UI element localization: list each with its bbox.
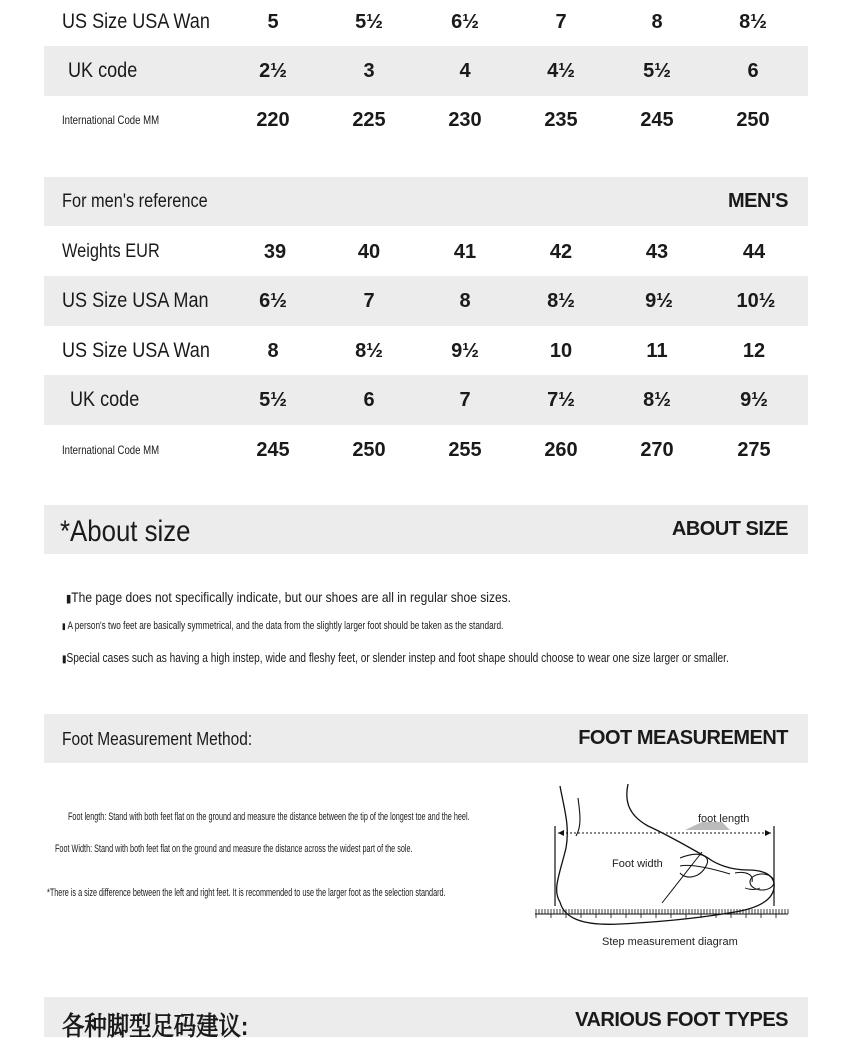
table-row xyxy=(44,46,808,96)
size-cell: 6 xyxy=(363,389,375,411)
size-cell: 250 xyxy=(352,439,386,461)
row-label: Weights EUR xyxy=(62,241,160,262)
size-cell: 260 xyxy=(544,439,578,461)
size-cell: 5 xyxy=(267,11,279,33)
foot-length-label: foot length xyxy=(698,813,750,825)
size-cell: 8½ xyxy=(355,340,383,362)
foot-width-label: Foot width xyxy=(612,858,663,870)
foot-drawing xyxy=(530,778,795,953)
table-row xyxy=(44,276,808,326)
row-label: US Size USA Man xyxy=(62,289,209,312)
size-cell: 4 xyxy=(459,60,471,82)
size-cell: 255 xyxy=(448,439,482,461)
size-cell: 7 xyxy=(459,389,471,411)
section-title: Foot Measurement Method: xyxy=(62,729,253,749)
size-cell: 41 xyxy=(453,241,477,263)
size-cell: 245 xyxy=(256,439,290,461)
size-cell: 4½ xyxy=(547,60,575,82)
bullet-icon: ▮ xyxy=(62,654,67,665)
diagram-caption: Step measurement diagram xyxy=(602,936,738,948)
table-row xyxy=(44,0,808,47)
section-title-en: FOOT MEASUREMENT xyxy=(578,727,788,749)
size-cell: 8½ xyxy=(547,290,575,312)
size-cell: 7½ xyxy=(547,389,575,411)
mens-header xyxy=(44,177,808,226)
row-label: UK code xyxy=(68,59,138,82)
bullet-icon: ▮ xyxy=(66,593,72,605)
size-cell: 11 xyxy=(646,340,668,362)
bullet-icon: ▮ xyxy=(62,621,66,631)
about-size-header xyxy=(44,505,808,554)
size-cell: 44 xyxy=(742,241,766,263)
size-cell: 8 xyxy=(651,11,663,33)
size-cell: 9½ xyxy=(451,340,479,362)
size-note xyxy=(62,650,729,665)
foot-measurement-header xyxy=(44,714,808,763)
size-note xyxy=(66,589,511,605)
size-cell: 10½ xyxy=(736,290,776,312)
size-cell: 8 xyxy=(459,290,471,312)
row-label: International Code MM xyxy=(62,113,160,127)
row-label: US Size USA Wan xyxy=(62,339,210,362)
size-cell: 235 xyxy=(544,109,578,131)
size-cell: 8½ xyxy=(643,389,671,411)
size-cell: 3 xyxy=(363,60,375,82)
size-cell: 6½ xyxy=(451,11,479,33)
size-cell: 42 xyxy=(549,241,573,263)
size-cell: 225 xyxy=(352,109,386,131)
section-title-en: VARIOUS FOOT TYPES xyxy=(575,1009,788,1031)
size-cell: 40 xyxy=(357,241,381,263)
foot-measurement-diagram xyxy=(530,778,795,953)
section-title-en: MEN'S xyxy=(727,190,788,212)
note-text: The page does not specifically indicate, but our shoes are all in regular shoe sizes. xyxy=(71,589,512,605)
size-cell: 8 xyxy=(267,340,279,362)
foot-length-text: Foot length: Stand with both feet flat on the ground and measure the distance between the tip of the longest toe and the heel. xyxy=(68,811,470,823)
size-cell: 10 xyxy=(549,340,573,362)
size-cell: 250 xyxy=(736,109,770,131)
foot-width-text: Foot Width: Stand with both feet flat on the ground and measure the distance across the widest part of the sole. xyxy=(55,843,413,855)
table-row xyxy=(44,95,808,145)
row-label: International Code MM xyxy=(62,443,160,457)
table-row xyxy=(44,375,808,425)
section-title: For men's reference xyxy=(62,191,208,212)
size-cell: 230 xyxy=(448,109,482,131)
size-cell: 7 xyxy=(555,11,567,33)
size-cell: 6 xyxy=(747,60,759,82)
table-row xyxy=(44,326,808,376)
size-cell: 270 xyxy=(640,439,674,461)
size-cell: 8½ xyxy=(739,11,767,33)
size-cell: 220 xyxy=(256,109,290,131)
size-cell: 9½ xyxy=(740,389,768,411)
section-title-en: ABOUT SIZE xyxy=(671,518,788,540)
size-cell: 39 xyxy=(263,241,287,263)
size-cell: 275 xyxy=(737,439,771,461)
size-cell: 9½ xyxy=(645,290,673,312)
table-row xyxy=(44,425,808,475)
row-label: UK code xyxy=(70,388,140,411)
size-cell: 7 xyxy=(363,290,375,312)
size-cell: 5½ xyxy=(355,11,383,33)
size-cell: 6½ xyxy=(259,290,287,312)
size-note xyxy=(62,620,503,632)
size-cell: 245 xyxy=(640,109,674,131)
size-cell: 5½ xyxy=(643,60,671,82)
table-row xyxy=(44,227,808,277)
section-title: *About size xyxy=(60,515,191,548)
size-cell: 12 xyxy=(742,340,766,362)
difference-note: *There is a size difference between the left and right feet. It is recommended to use the larger foot as the selection standard. xyxy=(47,887,446,899)
section-title: 各种脚型足码建议: xyxy=(62,1011,249,1041)
size-cell: 2½ xyxy=(259,60,287,82)
note-text: Special cases such as having a high instep, wide and fleshy feet, or slender instep and foot shape should choose to wear one size larger or smaller. xyxy=(66,650,729,665)
note-text: A person's two feet are basically symmetrical, and the data from the slightly larger foot should be taken as the standard. xyxy=(67,620,504,632)
size-cell: 43 xyxy=(645,241,669,263)
row-label: US Size USA Wan xyxy=(62,10,210,33)
foot-types-header xyxy=(44,997,808,1041)
size-cell: 5½ xyxy=(259,389,287,411)
